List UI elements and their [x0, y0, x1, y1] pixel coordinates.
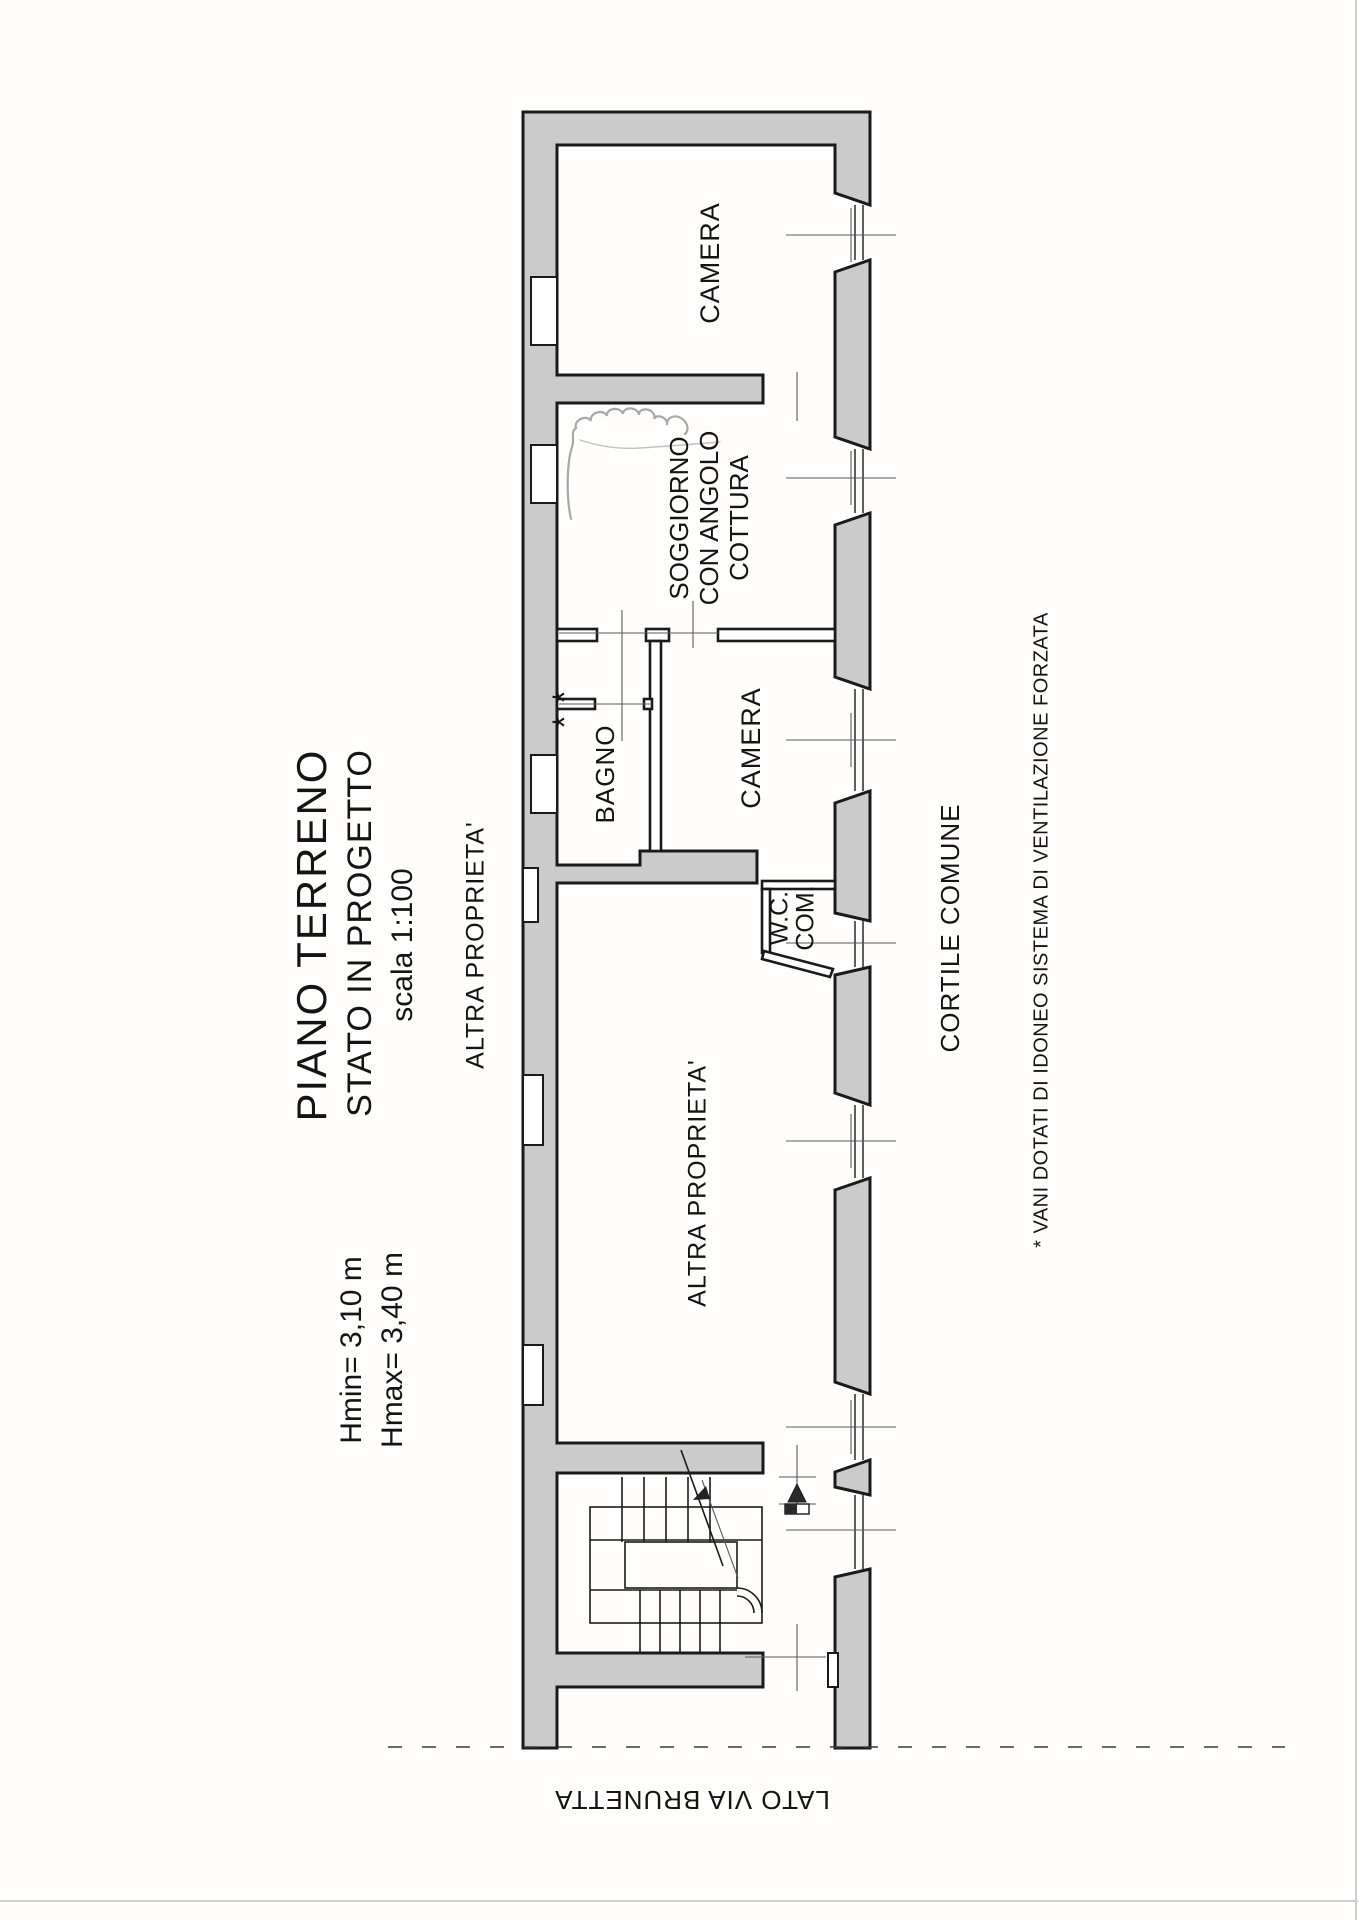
wall-niche [531, 445, 557, 503]
stair-curved-end [737, 1596, 754, 1613]
right-wall-segment [835, 967, 870, 1105]
labels [288, 202, 1052, 1815]
partition [557, 629, 597, 641]
partition [718, 629, 835, 641]
scale-label: scala 1:100 [385, 868, 419, 1022]
marker-triangle-icon [788, 1484, 806, 1502]
room-label-soggiorno-line3: COTTURA [723, 455, 754, 581]
neighbor-property-label: ALTRA PROPRIETA' [461, 821, 490, 1069]
page-subtitle: STATO IN PROGETTO [340, 749, 379, 1117]
marker-bar-fill-icon [785, 1504, 797, 1514]
right-wall-segment [835, 1569, 870, 1748]
courtyard-label: CORTILE COMUNE [934, 803, 965, 1053]
wall-niche [523, 1075, 543, 1145]
street-side-label: LATO VIA BRUNETTA [554, 1785, 830, 1816]
vent-asterisk-mark: * [545, 715, 584, 729]
room-label-wc-line1: W.C. [765, 890, 794, 946]
room-label-soggiorno-line1: SOGGIORNO [663, 436, 694, 600]
room-label-camera-mid: CAMERA [736, 687, 767, 809]
wall-niche [531, 755, 557, 813]
room-label-camera-top: CAMERA [695, 202, 726, 324]
wc-diagonal-wall [762, 951, 833, 977]
right-wall-segment [835, 260, 870, 449]
height-max-label: Hmax= 3,40 m [375, 1252, 409, 1448]
right-wall-segment [835, 1460, 870, 1495]
staircase [590, 1450, 762, 1653]
entrance-marker [785, 1484, 809, 1514]
right-wall-segment [835, 513, 870, 689]
wall-niche [523, 1345, 543, 1405]
height-min-label: Hmin= 3,10 m [334, 1256, 368, 1444]
ventilation-note: * VANI DOTATI DI IDONEO SISTEMA DI VENTILAZIONE FORZATA [1030, 612, 1053, 1248]
vent-asterisk-mark: * [545, 690, 584, 704]
stair-inner-outline [625, 1542, 737, 1588]
wall-step [523, 868, 538, 922]
right-wall-segment [835, 1178, 870, 1394]
room-label-wc-line2: COM. [791, 885, 820, 951]
partition [646, 629, 669, 641]
wall-niche [531, 277, 557, 345]
page-title: PIANO TERRENO [288, 748, 336, 1122]
room-label-bagno: BAGNO [589, 724, 620, 824]
wall-niche [828, 1653, 838, 1687]
right-wall-segment [835, 791, 870, 921]
room-label-soggiorno-line2: CON ANGOLO [693, 430, 724, 606]
room-label-altra-proprieta: ALTRA PROPRIETA' [683, 1059, 712, 1307]
partition [650, 641, 661, 851]
